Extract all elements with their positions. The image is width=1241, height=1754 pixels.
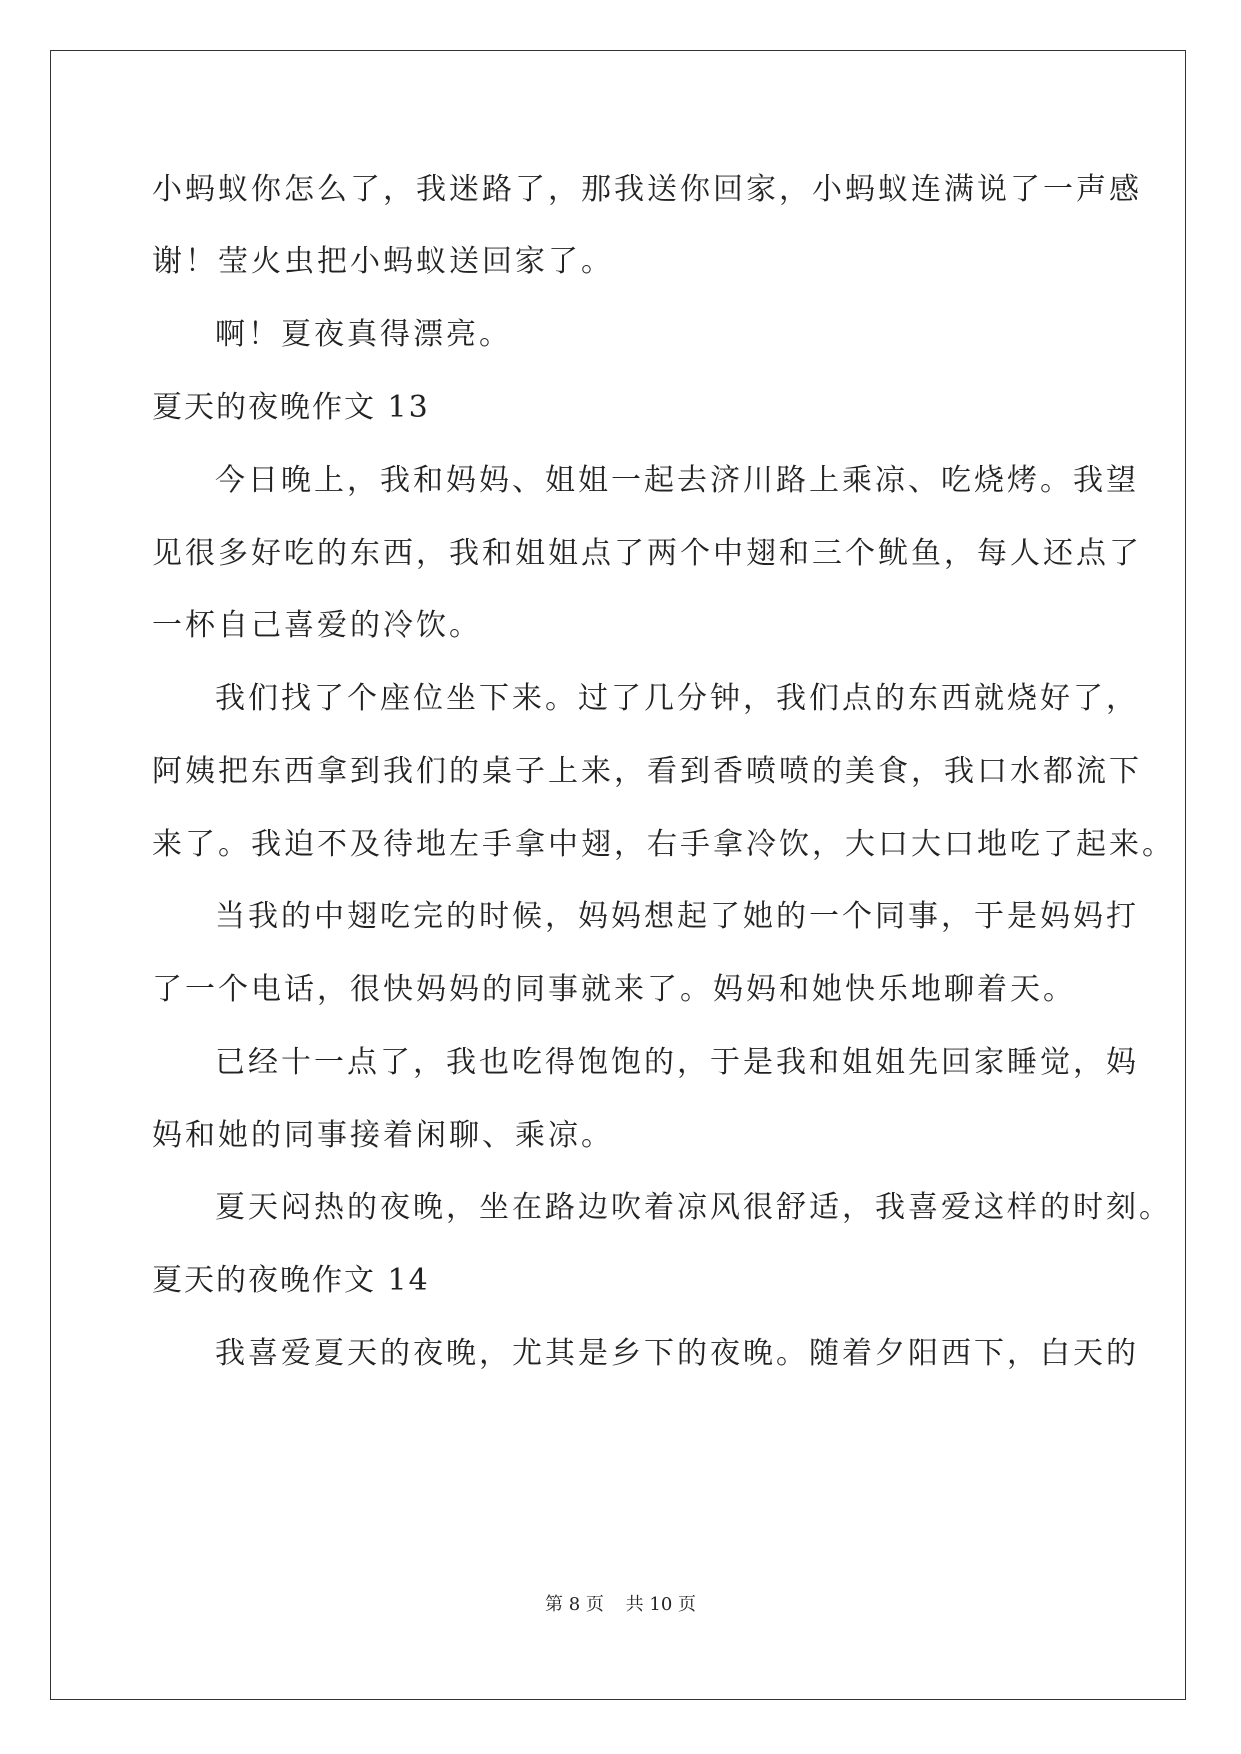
text-line: 已经十一点了，我也吃得饱饱的，于是我和姐姐先回家睡觉，妈	[215, 1045, 1139, 1080]
text-line: 夏天闷热的夜晚，坐在路边吹着凉风很舒适，我喜爱这样的时刻。	[215, 1190, 1172, 1225]
section-heading: 夏天的夜晚作文 14	[152, 1263, 430, 1298]
page-total: 共 10 页	[625, 1594, 696, 1615]
text-line: 我喜爱夏天的夜晚，尤其是乡下的夜晚。随着夕阳西下，白天的	[215, 1336, 1139, 1371]
text-line: 见很多好吃的东西，我和姐姐点了两个中翅和三个鱿鱼，每人还点了	[152, 536, 1142, 571]
text-line: 啊！夏夜真得漂亮。	[215, 317, 512, 352]
section-heading: 夏天的夜晚作文 13	[152, 390, 430, 425]
text-line: 来了。我迫不及待地左手拿中翅，右手拿冷饮，大口大口地吃了起来。	[152, 827, 1175, 862]
text-line: 谢！莹火虫把小蚂蚁送回家了。	[152, 244, 614, 279]
text-line: 我们找了个座位坐下来。过了几分钟，我们点的东西就烧好了，	[215, 681, 1139, 716]
text-line: 一杯自己喜爱的冷饮。	[152, 608, 482, 643]
page-footer	[0, 1593, 1241, 1617]
text-line: 妈和她的同事接着闲聊、乘凉。	[152, 1118, 614, 1153]
text-line: 当我的中翅吃完的时候，妈妈想起了她的一个同事，于是妈妈打	[215, 899, 1139, 934]
page-number: 第 8 页	[545, 1594, 604, 1615]
text-line: 今日晚上，我和妈妈、姐姐一起去济川路上乘凉、吃烧烤。我望	[215, 463, 1139, 498]
text-line: 小蚂蚁你怎么了，我迷路了，那我送你回家，小蚂蚁连满说了一声感	[152, 172, 1142, 207]
text-line: 了一个电话，很快妈妈的同事就来了。妈妈和她快乐地聊着天。	[152, 972, 1076, 1007]
text-line: 阿姨把东西拿到我们的桌子上来，看到香喷喷的美食，我口水都流下	[152, 754, 1142, 789]
page-border	[50, 50, 1186, 1700]
